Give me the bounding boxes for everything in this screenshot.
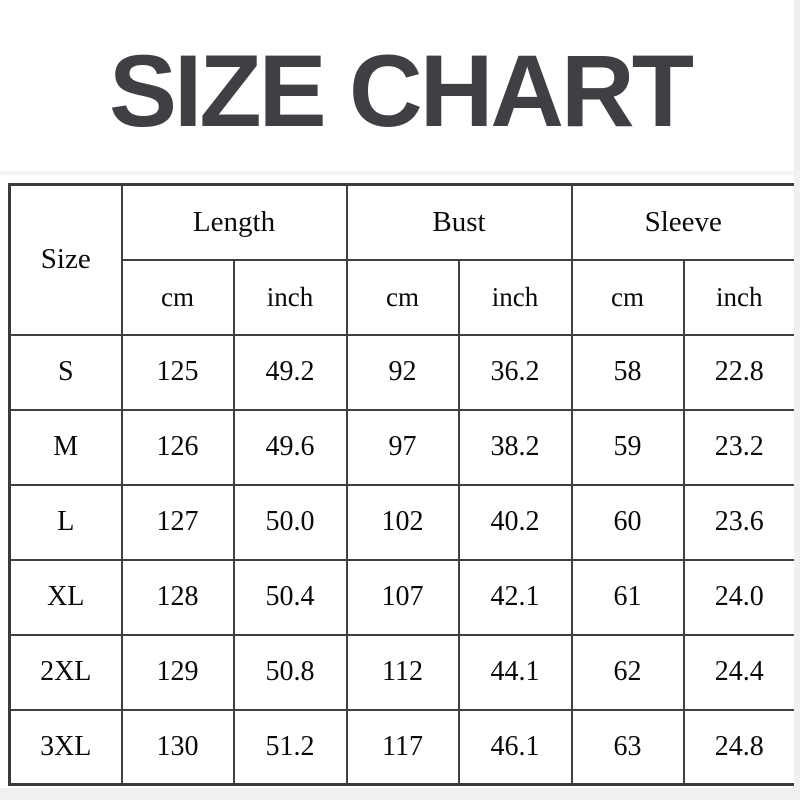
bust-group-header: Bust <box>347 185 572 260</box>
value-cell: 126 <box>122 410 234 485</box>
value-cell: 24.4 <box>684 635 796 710</box>
size-label: L <box>10 485 122 560</box>
page-edge-right <box>794 0 800 800</box>
size-chart-table <box>8 183 797 786</box>
length-cm-header: cm <box>122 260 234 335</box>
value-cell: 63 <box>572 710 684 785</box>
value-cell: 22.8 <box>684 335 796 410</box>
bust-cm-header: cm <box>347 260 459 335</box>
group-header-row <box>10 185 796 260</box>
value-cell: 23.2 <box>684 410 796 485</box>
value-cell: 59 <box>572 410 684 485</box>
value-cell: 44.1 <box>459 635 572 710</box>
bust-inch-header: inch <box>459 260 572 335</box>
value-cell: 46.1 <box>459 710 572 785</box>
value-cell: 128 <box>122 560 234 635</box>
value-cell: 49.6 <box>234 410 347 485</box>
unit-header-row <box>10 260 796 335</box>
table-row-m <box>10 410 796 485</box>
value-cell: 50.8 <box>234 635 347 710</box>
table-row-xl <box>10 560 796 635</box>
sleeve-group-header: Sleeve <box>572 185 796 260</box>
page-edge-bottom <box>0 788 800 800</box>
value-cell: 102 <box>347 485 459 560</box>
value-cell: 24.0 <box>684 560 796 635</box>
value-cell: 40.2 <box>459 485 572 560</box>
value-cell: 50.4 <box>234 560 347 635</box>
value-cell: 38.2 <box>459 410 572 485</box>
value-cell: 49.2 <box>234 335 347 410</box>
sleeve-cm-header: cm <box>572 260 684 335</box>
value-cell: 130 <box>122 710 234 785</box>
table-row-s <box>10 335 796 410</box>
value-cell: 117 <box>347 710 459 785</box>
value-cell: 60 <box>572 485 684 560</box>
value-cell: 42.1 <box>459 560 572 635</box>
value-cell: 97 <box>347 410 459 485</box>
value-cell: 23.6 <box>684 485 796 560</box>
value-cell: 62 <box>572 635 684 710</box>
table-row-2xl <box>10 635 796 710</box>
table-row-l <box>10 485 796 560</box>
value-cell: 107 <box>347 560 459 635</box>
value-cell: 51.2 <box>234 710 347 785</box>
value-cell: 58 <box>572 335 684 410</box>
size-label: XL <box>10 560 122 635</box>
sleeve-inch-header: inch <box>684 260 796 335</box>
value-cell: 50.0 <box>234 485 347 560</box>
length-group-header: Length <box>122 185 347 260</box>
value-cell: 92 <box>347 335 459 410</box>
value-cell: 112 <box>347 635 459 710</box>
value-cell: 61 <box>572 560 684 635</box>
size-label: 2XL <box>10 635 122 710</box>
table-row-3xl <box>10 710 796 785</box>
value-cell: 24.8 <box>684 710 796 785</box>
size-label: 3XL <box>10 710 122 785</box>
size-column-header: Size <box>10 185 122 335</box>
page-title: SIZE CHART <box>109 34 691 148</box>
value-cell: 125 <box>122 335 234 410</box>
section-divider <box>0 171 800 175</box>
size-label: S <box>10 335 122 410</box>
length-inch-header: inch <box>234 260 347 335</box>
size-label: M <box>10 410 122 485</box>
value-cell: 36.2 <box>459 335 572 410</box>
value-cell: 127 <box>122 485 234 560</box>
value-cell: 129 <box>122 635 234 710</box>
